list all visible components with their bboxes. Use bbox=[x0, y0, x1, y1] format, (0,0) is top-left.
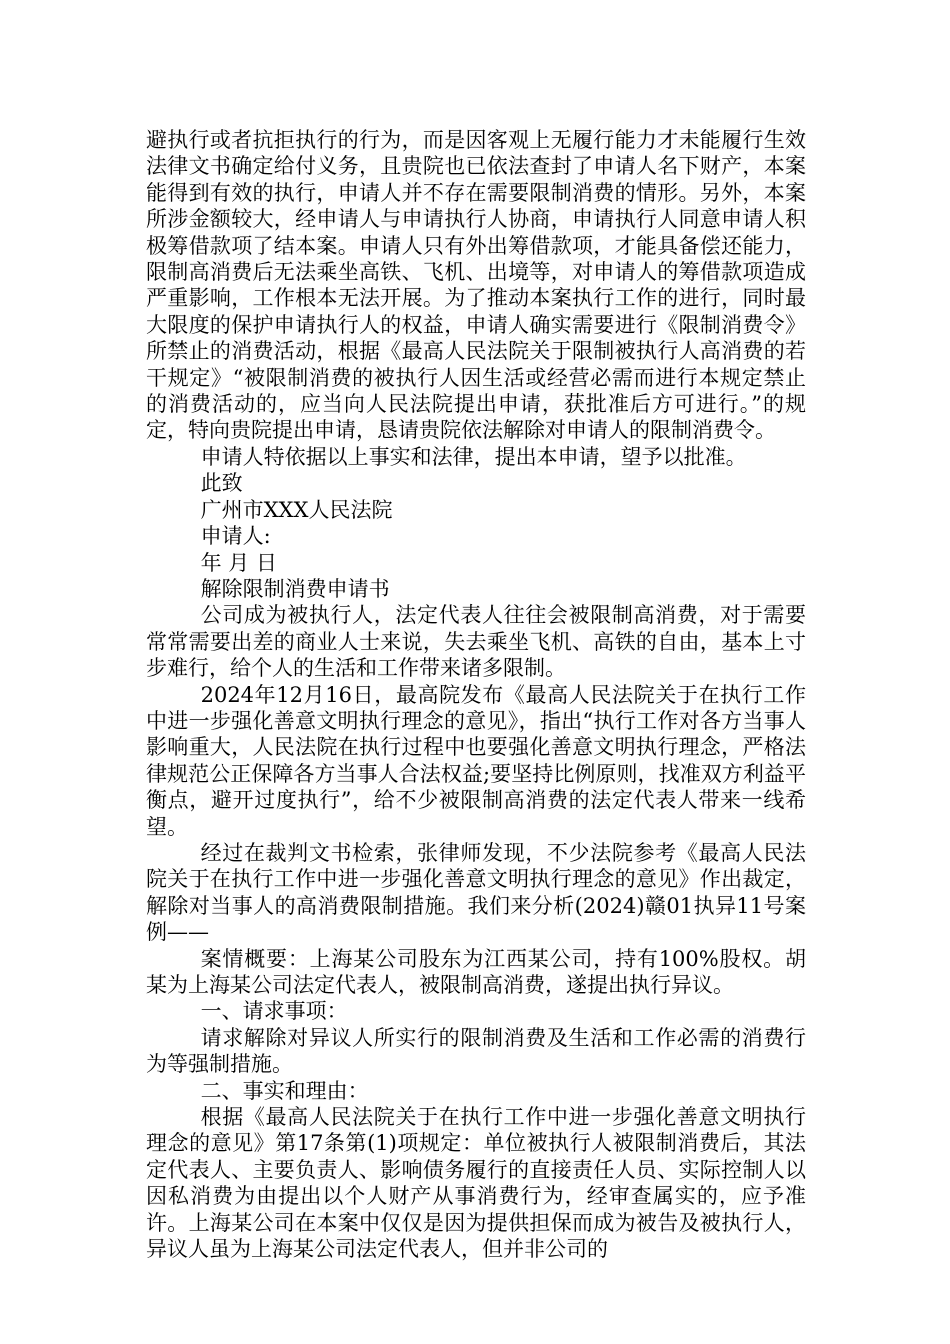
date-line: 年 月 日 bbox=[200, 550, 277, 575]
paragraph-1: 避执行或者抗拒执行的行为，而是因客观上无履行能力才未能履行生效法律文书确定给付义务，且贵院也已依法查封了申请人名下财产，本案能得到有效的执行，申请人并不存在需要限制消费的情形。另外，本案所涉金额较大，经申请人与申请执行人协商，申请执行人同意申请人积极筹借款项了结本案。申请人只有外出筹借款项，才能具备偿还能力，限制高消费后无法乘坐高铁、飞机、出境等，对申请人的筹借款项造成严重影响，工作根本无法开展。为了推动本案执行工作的进行，同时最大限度的保护申请执行人的权益，申请人确实需要进行《限制消费令》所禁止的消费活动，根据《最高人民法院关于限制被执行人高消费的若干规定》“被限制消费的被执行人因生活或经营必需而进行本规定禁止的消费活动的，应当向人民法院提出申请，获批准后方可进行。”的规定，特向贵院提出申请，恳请贵院依法解除对申请人的限制消费令。 bbox=[146, 128, 806, 443]
paragraph-10: 经过在裁判文书检索，张律师发现，不少法院参考《最高人民法院关于在执行工作中进一步强化善意文明执行理念的意见》作出裁定，解除对当事人的高消费限制措施。我们来分析(2024)赣01执异11号案例—— bbox=[146, 840, 806, 945]
court-name: 广州市XXX人民法院 bbox=[200, 497, 393, 522]
paragraph-8: 公司成为被执行人，法定代表人往往会被限制高消费，对于需要常常需要出差的商业人士来说，失去乘坐飞机、高铁的自由，基本上寸步难行，给个人的生活和工作带来诸多限制。 bbox=[146, 603, 806, 681]
document-body bbox=[146, 127, 806, 1262]
salutation: 此致 bbox=[200, 471, 243, 496]
heading-request: 一、请求事项： bbox=[200, 999, 348, 1024]
heading-facts: 二、事实和理由： bbox=[200, 1078, 369, 1103]
request-text: 请求解除对异议人所实行的限制消费及生活和工作必需的消费行为等强制措施。 bbox=[146, 1025, 806, 1077]
facts-text: 根据《最高人民法院关于在执行工作中进一步强化善意文明执行理念的意见》第17条第(1)项规定：单位被执行人被限制消费后，其法定代表人、主要负责人、影响债务履行的直接责任人员、实际控制人以因私消费为由提出以个人财产从事消费行为，经审查属实的，应予准许。上海某公司在本案中仅仅是因为提供担保而成为被告及被执行人，异议人虽为上海某公司法定代表人，但并非公司的 bbox=[146, 1105, 806, 1262]
case-summary: 案情概要：上海某公司股东为江西某公司，持有100%股权。胡某为上海某公司法定代表人，被限制高消费，遂提出执行异议。 bbox=[146, 946, 806, 997]
paragraph-9: 2024年12月16日，最高院发布《最高人民法院关于在执行工作中进一步强化善意文明执行理念的意见》，指出“执行工作对各方当事人影响重大，人民法院在执行过程中也要强化善意文明执行理念，严格法律规范公正保障各方当事人合法权益;要坚持比例原则，找准双方利益平衡点，避开过度执行”，给不少被限制高消费的法定代表人带来一线希望。 bbox=[146, 682, 806, 839]
paragraph-2: 申请人特依据以上事实和法律，提出本申请，望予以批准。 bbox=[200, 444, 747, 469]
applicant-line: 申请人: bbox=[200, 524, 271, 549]
section-title: 解除限制消费申请书 bbox=[200, 576, 390, 601]
